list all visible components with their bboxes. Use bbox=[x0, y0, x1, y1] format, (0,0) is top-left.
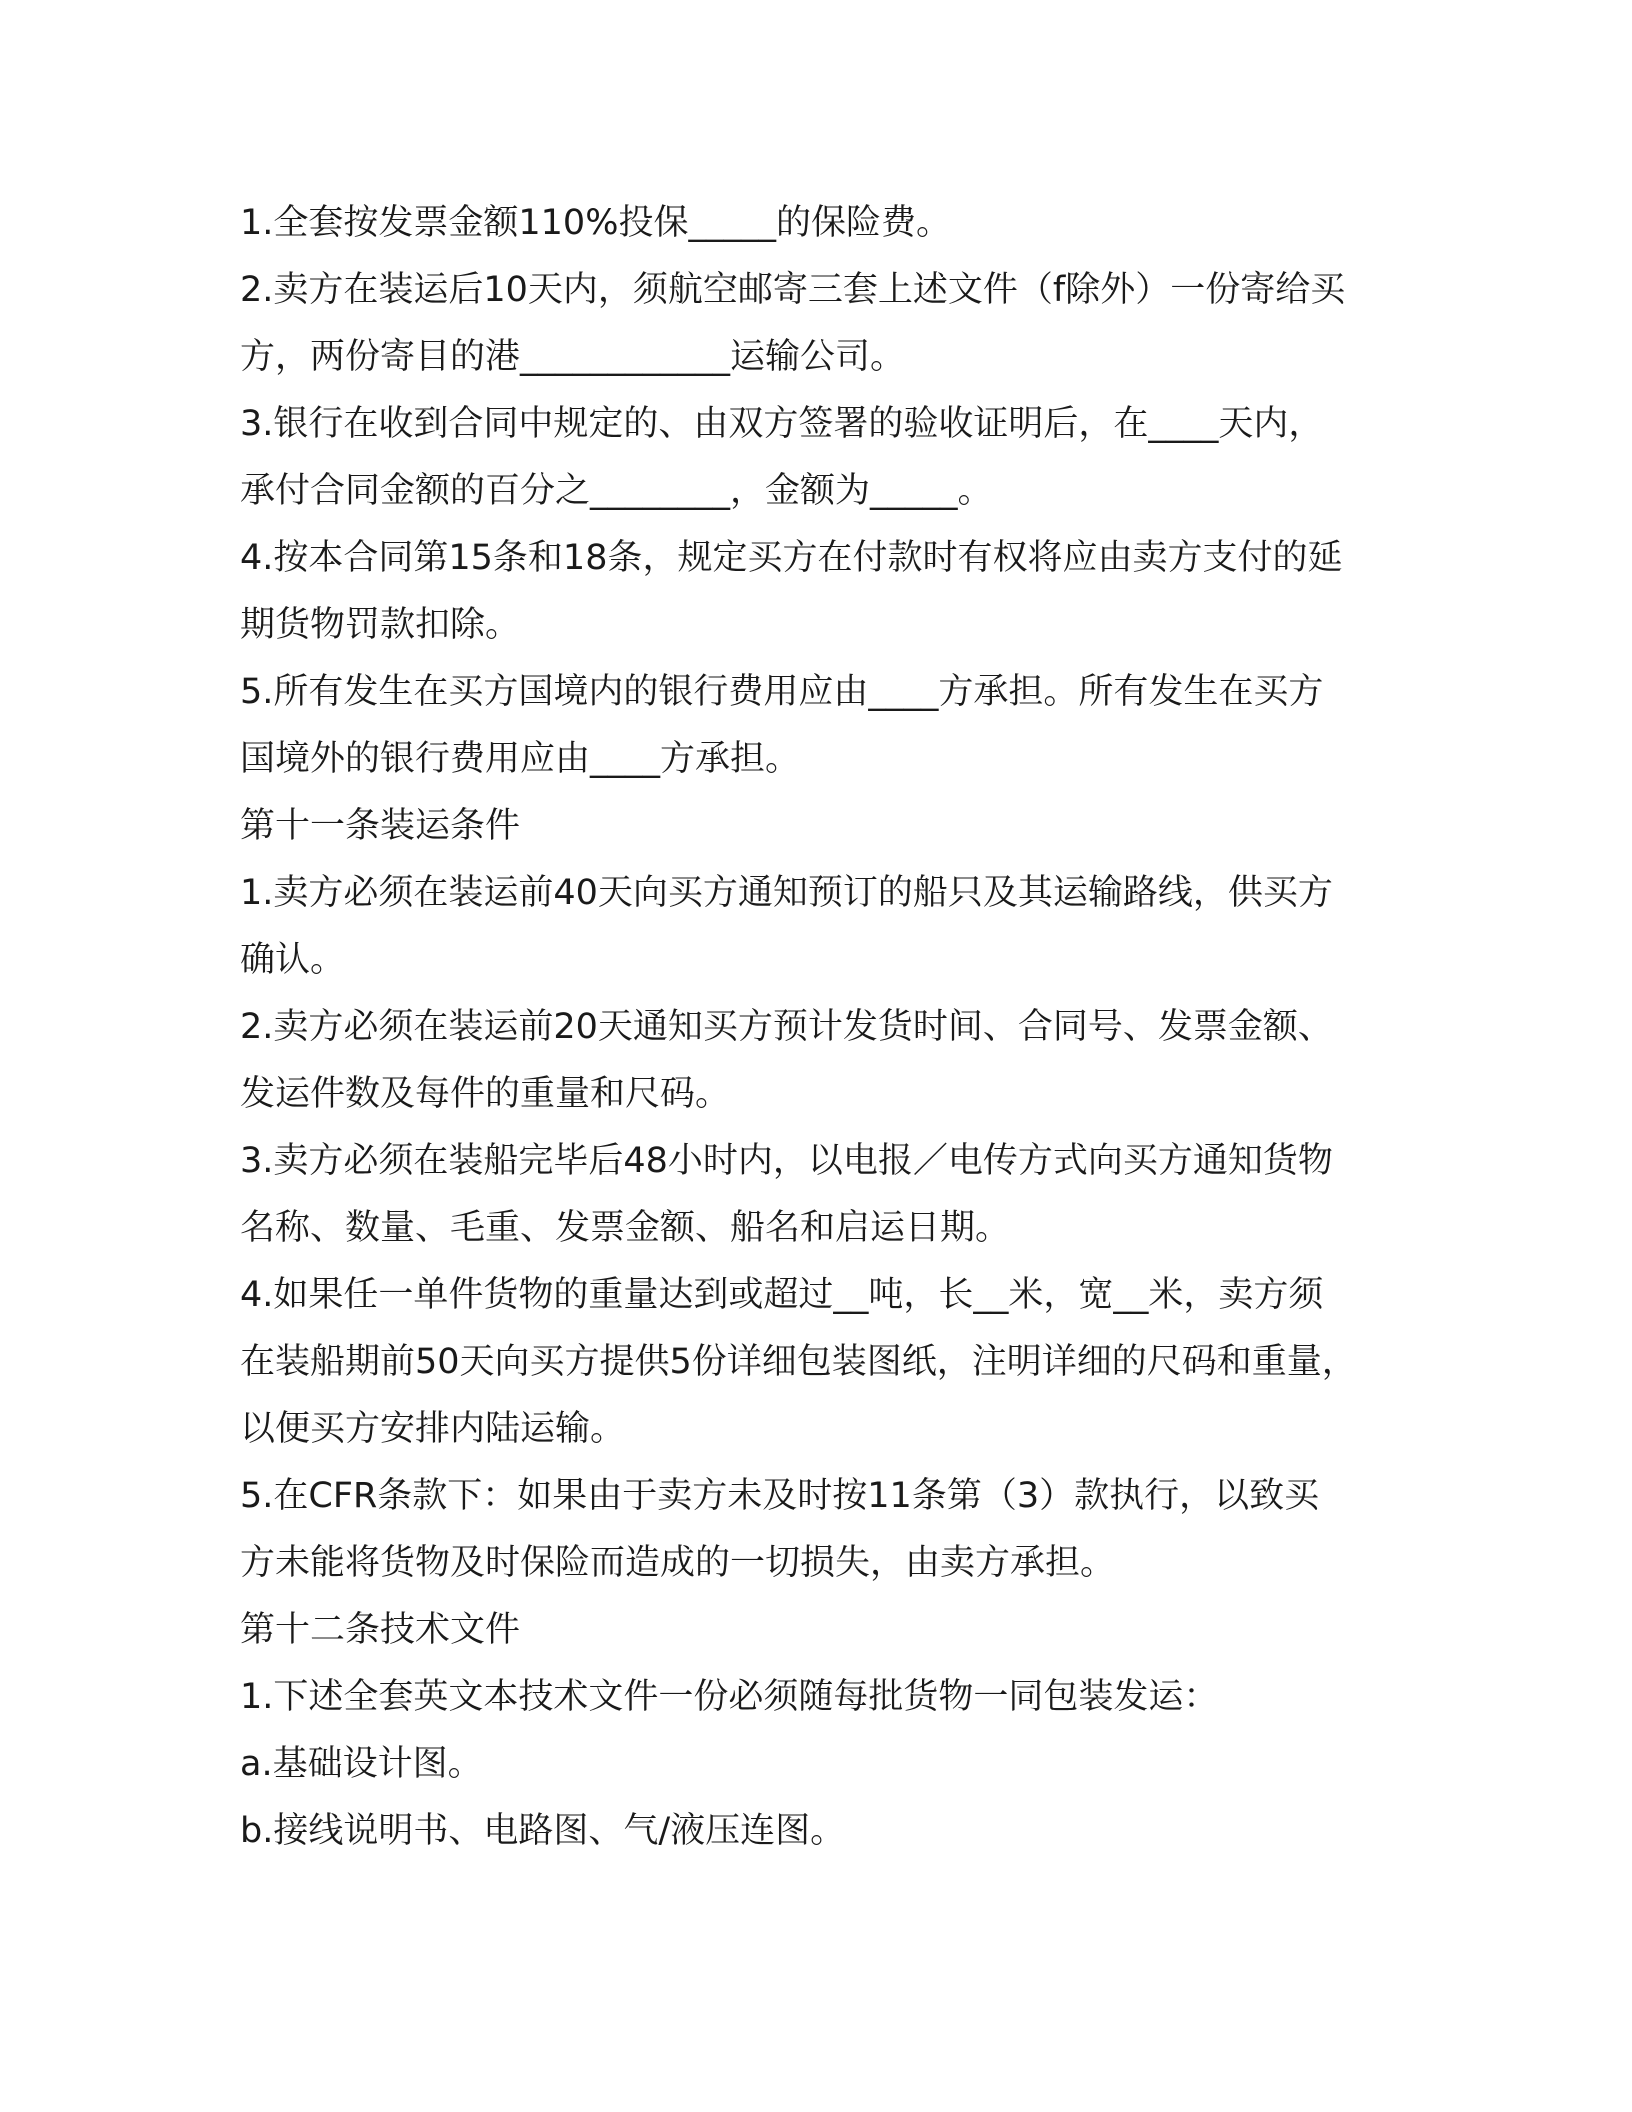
clause-10-item-1: 1.全套按发票金额110%投保_____的保险费。 bbox=[240, 203, 951, 243]
clause-11-heading: 第十一条装运条件 bbox=[240, 806, 521, 846]
clause-11-item-4-line-3: 以便买方安排内陆运输。 bbox=[240, 1409, 626, 1449]
clause-10-item-5-line-2: 国境外的银行费用应由____方承担。 bbox=[240, 739, 801, 779]
clause-11-item-4-line-2: 在装船期前50天向买方提供5份详细包装图纸，注明详细的尺码和重量， bbox=[240, 1342, 1357, 1382]
clause-11-item-3-line-2: 名称、数量、毛重、发票金额、船名和启运日期。 bbox=[240, 1208, 1011, 1248]
clause-11-item-2-line-1: 2.卖方必须在装运前20天通知买方预计发货时间、合同号、发票金额、 bbox=[240, 1007, 1333, 1047]
clause-10-item-4-line-1: 4.按本合同第15条和18条，规定买方在付款时有权将应由卖方支付的延 bbox=[240, 538, 1343, 578]
clause-11-item-3-line-1: 3.卖方必须在装船完毕后48小时内，以电报／电传方式向买方通知货物 bbox=[240, 1141, 1333, 1181]
clause-11-item-4-line-1: 4.如果任一单件货物的重量达到或超过__吨，长__米，宽__米，卖方须 bbox=[240, 1275, 1324, 1315]
clause-11-item-5-line-2: 方未能将货物及时保险而造成的一切损失，由卖方承担。 bbox=[240, 1543, 1116, 1583]
clause-10-item-2-line-1: 2.卖方在装运后10天内，须航空邮寄三套上述文件（f除外）一份寄给买 bbox=[240, 270, 1346, 310]
clause-12-item-b: b.接线说明书、电路图、气/液压连图。 bbox=[240, 1811, 846, 1851]
clause-10-item-2-line-2: 方，两份寄目的港____________运输公司。 bbox=[240, 337, 906, 377]
clause-11-item-2-line-2: 发运件数及每件的重量和尺码。 bbox=[240, 1074, 731, 1114]
clause-10-item-3-line-1: 3.银行在收到合同中规定的、由双方签署的验收证明后，在____天内， bbox=[240, 404, 1324, 444]
clause-10-item-4-line-2: 期货物罚款扣除。 bbox=[240, 605, 521, 645]
document-page bbox=[240, 190, 1400, 1865]
clause-10-item-3-line-2: 承付合同金额的百分之________，金额为_____。 bbox=[240, 471, 993, 511]
clause-10-item-5-line-1: 5.所有发生在买方国境内的银行费用应由____方承担。所有发生在买方 bbox=[240, 672, 1324, 712]
clause-11-item-1-line-1: 1.卖方必须在装运前40天向买方通知预订的船只及其运输路线，供买方 bbox=[240, 873, 1333, 913]
clause-12-item-a: a.基础设计图。 bbox=[240, 1744, 483, 1784]
clause-12-item-1: 1.下述全套英文本技术文件一份必须随每批货物一同包装发运： bbox=[240, 1677, 1219, 1717]
clause-12-heading: 第十二条技术文件 bbox=[240, 1610, 521, 1650]
clause-11-item-1-line-2: 确认。 bbox=[240, 940, 346, 980]
clause-11-item-5-line-1: 5.在CFR条款下：如果由于卖方未及时按11条第（3）款执行，以致买 bbox=[240, 1476, 1320, 1516]
